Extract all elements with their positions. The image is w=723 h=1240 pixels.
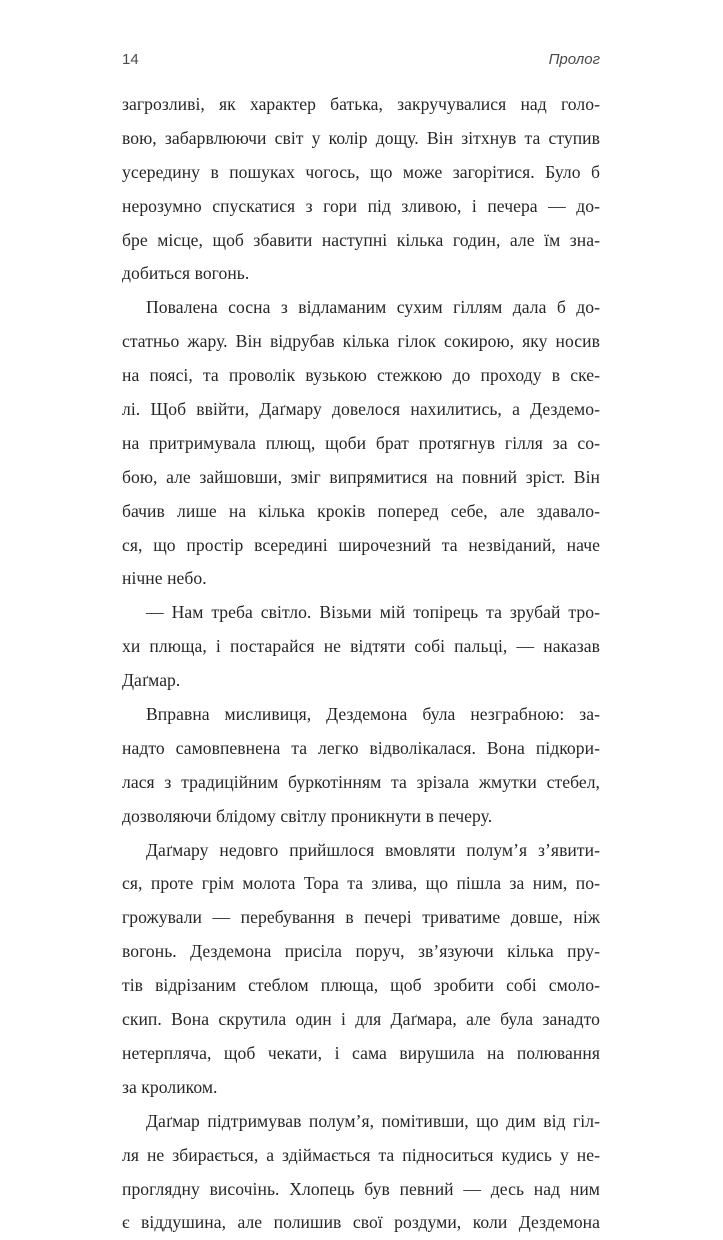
text-line: загрозливі, як характер батька, закручувалися над голо-: [122, 94, 600, 114]
section-title: Пролог: [548, 51, 600, 68]
text-line: хи плюща, і постарайся не відтяти собі пальці, — наказав: [122, 636, 600, 657]
running-head: [122, 51, 600, 73]
text-line: є віддушина, але полишив свої роздуми, коли Дездемона: [122, 1212, 600, 1233]
body-text: [122, 88, 600, 1240]
text-line: скип. Вона скрутила один і для Даґмара, але була занадто: [122, 1009, 600, 1030]
text-line: лася з традиційним буркотінням та зрізала жмутки стебел,: [122, 771, 600, 792]
paragraph: [122, 88, 600, 291]
text-line: за кроликом.: [122, 1076, 218, 1097]
paragraph: [122, 1105, 600, 1240]
text-line: ся, проте грім молота Тора та злива, що пішла за ним, по-: [122, 873, 600, 894]
text-line: нерозумно спускатися з гори під зливою, і печера — до-: [122, 195, 600, 216]
text-line: Даґмару недовго прийшлося вмовляти полум’я з’явити-: [146, 839, 600, 860]
paragraph: [122, 698, 600, 834]
text-line: тів відрізаним стеблом плюща, щоб зробити собі смоло-: [122, 975, 600, 996]
text-line: — Нам треба світло. Візьми мій топірець та зрубай тро-: [146, 602, 600, 623]
text-line: бре місце, щоб збавити наступні кілька годин, але їм зна-: [122, 229, 600, 250]
text-line: ся, що простір всередині широчезний та незвіданий, наче: [122, 534, 600, 555]
text-line: статньо жару. Він відрубав кілька гілок сокирою, яку носив: [122, 331, 600, 352]
text-line: ля не збирається, а здіймається та підноситься кудись у не-: [122, 1144, 600, 1165]
text-line: вогонь. Дездемона присіла поруч, зв’язуючи кілька пру-: [122, 941, 600, 962]
text-line: Вправна мисливиця, Дездемона була незграбною: за-: [146, 704, 600, 725]
text-line: добиться вогонь.: [122, 263, 250, 284]
text-line: нетерпляча, щоб чекати, і сама вирушила на полювання: [122, 1042, 600, 1063]
text-line: лі. Щоб ввійти, Даґмару довелося нахилитись, а Дездемо-: [122, 399, 600, 420]
page-number: 14: [122, 51, 139, 68]
text-line: бачив лише на кілька кроків поперед себе, але здавало-: [122, 500, 600, 521]
text-line: грожували — перебування в печері триватиме довше, ніж: [122, 907, 600, 928]
text-line: на поясі, та проволік вузькою стежкою до проходу в ске-: [122, 365, 600, 386]
text-line: вою, забарвлюючи світ у колір дощу. Він зітхнув та ступив: [122, 127, 600, 148]
text-line: дозволяючи блідому світлу проникнути в печеру.: [122, 805, 493, 826]
text-line: бою, але зайшовши, зміг випрямитися на повний зріст. Він: [122, 466, 600, 487]
text-line: усередину в пошуках чогось, що може загорітися. Було б: [122, 161, 600, 182]
text-line: Даґмар.: [122, 670, 181, 691]
text-line: Повалена сосна з відламаним сухим гіллям дала б до-: [146, 297, 600, 318]
paragraph: [122, 834, 600, 1105]
text-line: надто самовпевнена та легко відволікалася. Вона підкори-: [122, 737, 600, 758]
text-line: нічне небо.: [122, 568, 207, 589]
paragraph: [122, 291, 600, 596]
text-line: на притримувала плющ, щоби брат протягнув гілля за со-: [122, 432, 600, 453]
text-line: проглядну височінь. Хлопець був певний — десь над ним: [122, 1178, 600, 1199]
text-line: Даґмар підтримував полум’я, помітивши, що дим від гіл-: [146, 1110, 600, 1131]
paragraph: [122, 596, 600, 698]
